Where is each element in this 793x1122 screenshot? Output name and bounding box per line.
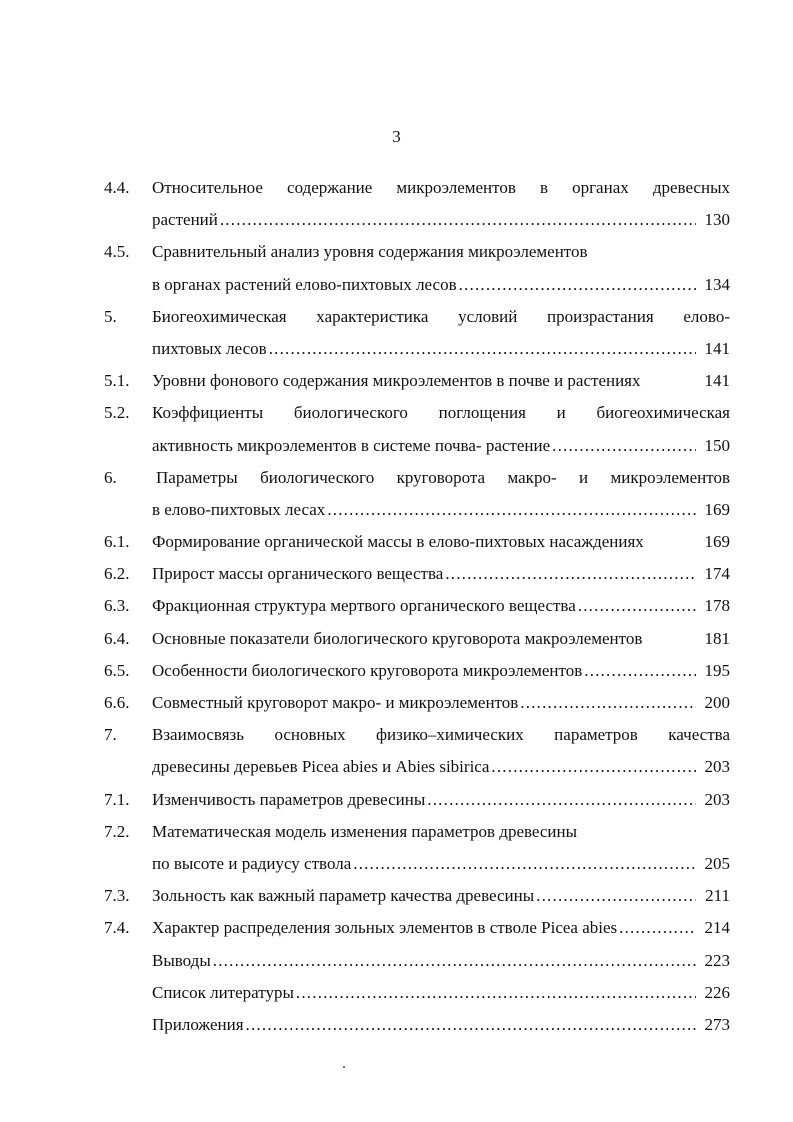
leader-dots [213, 945, 696, 977]
toc-entry-title: Совместный круговорот макро- и микроэлементов [152, 693, 519, 712]
toc-entry-page: 141 [704, 338, 730, 358]
toc-entry-title: Фракционная структура мертвого органического вещества [152, 596, 576, 616]
toc-entry [104, 236, 730, 268]
toc-entry [104, 365, 730, 397]
toc-entry-page: 223 [704, 950, 730, 970]
toc-entry-title: Зольность как важный параметр качества древесины [152, 886, 535, 906]
toc-entry-title: в органах растений елово-пихтовых лесов [152, 274, 457, 294]
toc-entry [104, 945, 730, 977]
scan-speck [343, 1066, 345, 1068]
leader-dots [536, 880, 696, 912]
toc-entry-title: Относительное содержание микроэлементов в органах древесных [152, 178, 730, 197]
toc-entry-number: 6.3. [104, 596, 130, 616]
leader-dots [353, 848, 696, 880]
toc-entry-number: 7.4. [104, 918, 130, 938]
toc-entry-number: 4.5. [104, 242, 130, 262]
toc-entry-number: 7.3. [104, 886, 130, 906]
leader-dots [578, 590, 696, 622]
toc-entry-page: 169 [704, 499, 730, 519]
toc-entry-title: Выводы [152, 950, 211, 970]
leader-dots [269, 333, 696, 365]
toc-entry [104, 977, 730, 1009]
toc-entry [104, 784, 730, 816]
leader-dots [220, 204, 696, 236]
toc-entry [104, 301, 730, 333]
leader-dots [427, 784, 696, 816]
page-number: 3 [392, 127, 401, 146]
toc-entry [104, 912, 730, 944]
toc-entry-page: 178 [704, 596, 730, 616]
toc-entry-page: 174 [704, 564, 730, 584]
toc-entry-title: Математическая модель изменения параметров древесины [152, 821, 578, 841]
toc-entry-number: 6. [104, 467, 117, 487]
toc-entry [104, 655, 730, 687]
leader-dots [246, 1009, 696, 1041]
toc-entry-title: растений [152, 210, 218, 230]
toc-entry-page: 141 [704, 371, 730, 391]
toc-entry-page: 211 [705, 886, 730, 906]
table-of-contents [104, 172, 730, 1041]
toc-entry-number: 7. [104, 725, 117, 745]
toc-entry [104, 462, 730, 494]
toc-entry-title: по высоте и радиусу ствола [152, 853, 352, 873]
toc-entry-title: Коэффициенты биологического поглощения и биогеохимическая [152, 403, 730, 423]
toc-entry-title: Особенности биологического круговорота микроэлементов [152, 660, 583, 680]
toc-entry [104, 172, 730, 204]
toc-entry [104, 526, 730, 558]
leader-dots [327, 494, 696, 526]
toc-entry-title: Прирост массы органического вещества [152, 564, 444, 584]
toc-entry [104, 558, 730, 590]
leader-dots [445, 558, 696, 590]
toc-entry-page: 169 [704, 532, 730, 552]
leader-dots [552, 430, 696, 462]
toc-entry-title: Список литературы [152, 982, 294, 1002]
toc-entry-page: 195 [704, 660, 730, 680]
toc-entry-number: 5.1. [104, 371, 130, 391]
toc-entry-page: 181 [704, 628, 730, 648]
toc-entry [104, 816, 730, 848]
toc-entry-title: Изменчивость параметров древесины [152, 789, 426, 809]
toc-entry [104, 687, 730, 719]
toc-entry [104, 719, 730, 751]
toc-entry-title: Сравнительный анализ уровня содержания микроэлементов [152, 242, 588, 262]
toc-entry-page: 134 [704, 274, 730, 294]
toc-entry [104, 880, 730, 912]
toc-entry-title: Характер распределения зольных элементов в стволе Picea abies [152, 918, 618, 938]
toc-entry-title: Взаимосвязь основных физико–химических параметров качества [152, 725, 730, 745]
toc-entry-title: пихтовых лесов [152, 338, 267, 358]
toc-entry-title: Формирование органической массы в елово-пихтовых насаждениях [152, 532, 644, 552]
toc-entry-page: 150 [704, 435, 730, 455]
toc-entry [104, 1009, 730, 1041]
toc-entry-title: активность микроэлементов в системе почва- растение [152, 435, 551, 455]
toc-entry-page: 203 [704, 757, 730, 777]
toc-entry-number: 6.6. [104, 693, 130, 712]
toc-entry-title: Биогеохимическая характеристика условий произрастания елово- [152, 306, 730, 326]
leader-dots [491, 751, 696, 783]
leader-dots [296, 977, 696, 1009]
toc-entry [104, 590, 730, 622]
toc-entry-page: 273 [704, 1014, 730, 1034]
toc-entry-number: 6.2. [104, 564, 130, 584]
toc-entry-number: 6.5. [104, 660, 130, 680]
toc-entry-number: 5.2. [104, 403, 130, 423]
leader-dots [520, 687, 696, 719]
toc-entry [104, 623, 730, 655]
toc-entry-number: 4.4. [104, 178, 130, 197]
toc-entry-page: 205 [704, 853, 730, 873]
toc-entry-title: Уровни фонового содержания микроэлементов в почве и растениях [152, 371, 641, 391]
toc-entry-page: 130 [704, 210, 730, 230]
toc-entry-number: 7.2. [104, 821, 130, 841]
toc-entry-page: 226 [704, 982, 730, 1002]
toc-entry-page: 203 [704, 789, 730, 809]
toc-entry-page: 200 [704, 693, 730, 712]
toc-entry-number: 6.1. [104, 532, 130, 552]
toc-entry-title: Параметры биологического круговорота макро- и микроэлементов [156, 467, 730, 487]
toc-entry-title: Приложения [152, 1014, 244, 1034]
toc-entry [104, 397, 730, 429]
toc-entry-number: 7.1. [104, 789, 130, 809]
toc-entry-number: 6.4. [104, 628, 130, 648]
toc-entry-title: в елово-пихтовых лесах [152, 499, 326, 519]
toc-entry-title: Основные показатели биологического круговорота макроэлементов [152, 628, 643, 648]
toc-entry-page: 214 [704, 918, 730, 938]
leader-dots [459, 269, 696, 301]
toc-entry-title: древесины деревьев Picea abies и Abies sibirica [152, 757, 490, 777]
leader-dots [619, 912, 696, 944]
toc-entry-number: 5. [104, 306, 117, 326]
leader-dots [584, 655, 696, 687]
